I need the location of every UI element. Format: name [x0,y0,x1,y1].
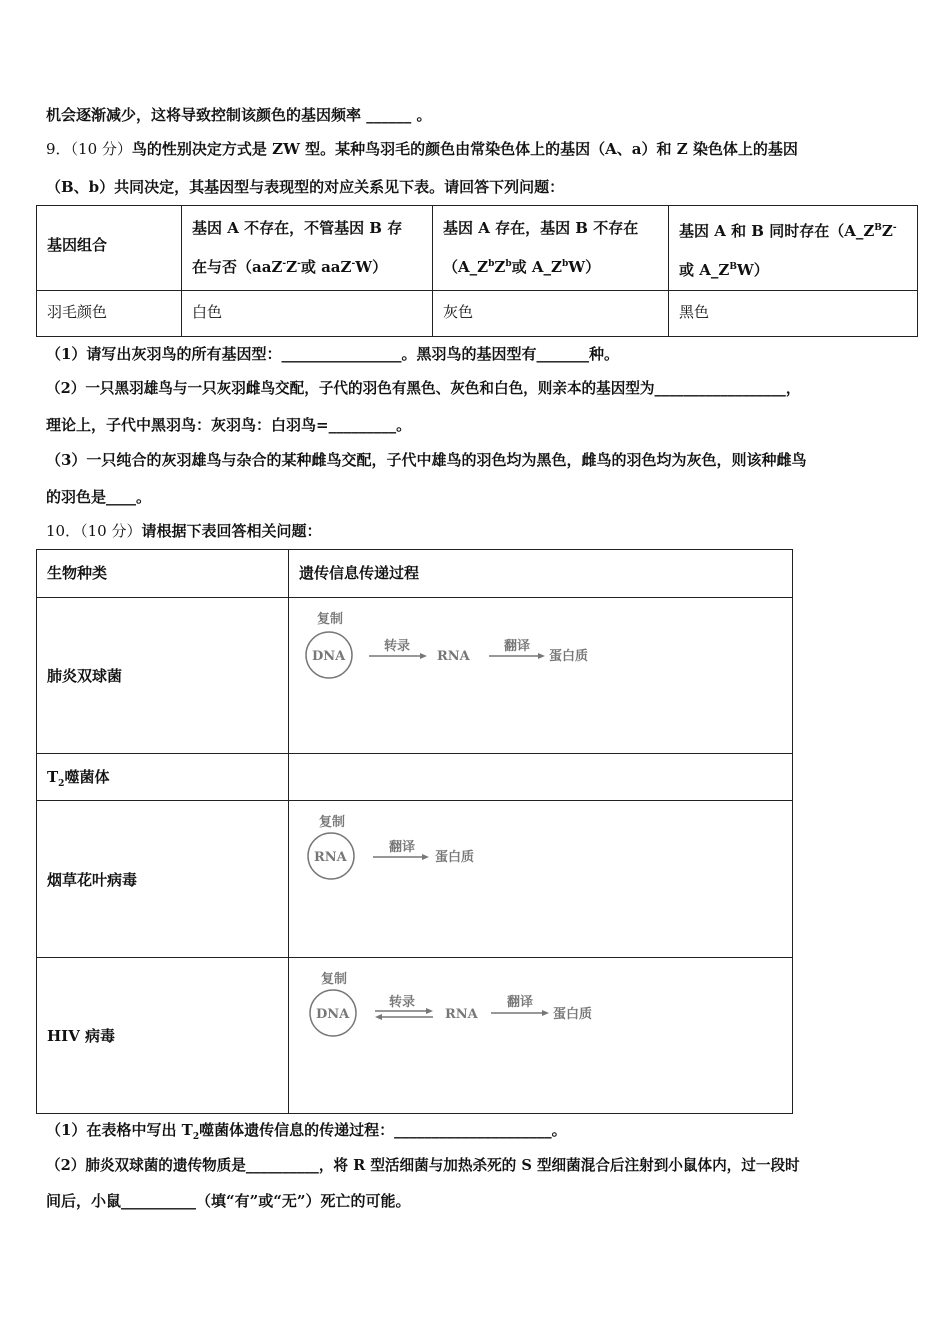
q9-genotype-table [36,205,918,337]
label-replication: 复制 [321,972,348,987]
label-protein: 蛋白质 [549,649,589,664]
q10-row-t2-phage: $T_2$噬菌体 [37,754,289,801]
label-dna: DNA [312,649,346,664]
q9-sub1: （1）请写出灰羽鸟的所有基因型：________________。黑羽鸟的基因型有_______种。 [46,345,619,363]
q10-header-species: 生物种类 [37,550,289,598]
label-rna: RNA [437,649,470,664]
label-protein: 蛋白质 [553,1007,593,1022]
label-translation: 翻译 [507,995,534,1010]
label-translation: 翻译 [389,840,416,855]
label-rna: RNA [314,850,347,865]
diagram-pneumococcus [289,598,789,748]
diagram-hiv [289,958,789,1108]
q10-sub1: （1）在表格中写出 $T_2$噬菌体遗传信息的传递过程：_____________________。 [46,1121,567,1142]
q9-text-line1: 鸟的性别决定方式是 ZW 型。某种鸟羽毛的颜色由常染色体上的基因（A、a）和 Z 染色体上的基因 [131,140,798,158]
q9-sub3-line1: （3）一只纯合的灰羽雄鸟与杂合的某种雌鸟交配，子代中雄鸟的羽色均为黑色，雌鸟的羽色均为灰色，则该种雌鸟 [46,451,807,469]
arrowhead-translation [422,854,429,860]
q9-sub2-line1: （2）一只黑羽雄鸟与一只灰羽雌鸟交配，子代的羽色有黑色、灰色和白色，则亲本的基因型为__________________， [46,380,801,397]
arrowhead-transcription [420,653,427,659]
arrowhead-translation [542,1010,549,1016]
label-translation: 翻译 [504,639,531,654]
q10-sub2-line2: 间后，小鼠__________（填“有”或“无”）死亡的可能。 [46,1192,411,1210]
q10-number: 10． [46,522,81,540]
label-replication: 复制 [317,612,344,627]
arrowhead-transcription [426,1008,433,1014]
q10-process-tmv [289,801,793,958]
q9-number: 9． [46,140,71,158]
q10-process-t2-phage[interactable] [289,754,793,801]
label-protein: 蛋白质 [435,850,475,865]
label-dna: DNA [316,1007,350,1022]
q10-sub2-line1: （2）肺炎双球菌的遗传物质是__________，将 R 型活细菌与加热杀死的 S 型细菌混合后注射到小鼠体内，过一段时 [46,1157,800,1174]
q10-stem-text: 请根据下表回答相关问题： [141,522,322,540]
label-transcription: 转录 [389,995,416,1010]
q9-cell-a-present-b-absent: 基因 A 存在，基因 B 不存在 （$A\_Z^bZ^b$或 $A\_Z^bW$） [433,206,669,291]
q10-process-pneumococcus [289,598,793,754]
q10-score: （10 分） [80,522,142,540]
q9-color-black: 黑色 [669,291,918,337]
q10-row-tmv: 烟草花叶病毒 [37,801,289,958]
q9-cell-a-absent: 基因 A 不存在，不管基因 B 存 在与否（aaZ-Z-或 aaZ-W） [182,206,433,291]
q9-stem-line2: （B、b）共同决定，其基因型与表现型的对应关系见下表。请回答下列问题： [46,178,565,196]
q9-score: （10 分） [70,140,132,158]
q9-sub3-line2: 的羽色是____。 [46,488,152,506]
label-rna: RNA [445,1007,478,1022]
q9-color-gray: 灰色 [433,291,669,337]
diagram-tmv [289,801,789,951]
q9-cell-a-and-b-present: 基因 A 和 B 同时存在（$A\_Z^BZ^-$ 或 $A\_Z^BW$） [669,206,918,291]
arrowhead-translation [538,653,545,659]
q10-stem [46,520,321,541]
q10-header-process: 遗传信息传递过程 [289,550,793,598]
q9-row-header-color: 羽毛颜色 [37,291,182,337]
q10-row-pneumococcus: 肺炎双球菌 [37,598,289,754]
label-replication: 复制 [319,815,346,830]
q10-info-flow-table [36,549,793,1114]
label-transcription: 转录 [384,639,411,654]
q9-row-header-genotype: 基因组合 [37,206,182,291]
q9-stem-line1 [46,138,798,159]
arrowhead-reverse-transcription [375,1014,382,1020]
q10-process-hiv [289,958,793,1114]
intro-line: 机会逐渐减少，这将导致控制该颜色的基因频率 ______ 。 [46,106,432,124]
q10-row-hiv: HIV 病毒 [37,958,289,1114]
q9-color-white: 白色 [182,291,433,337]
q9-sub2-line2: 理论上，子代中黑羽鸟：灰羽鸟：白羽鸟=_________。 [46,416,412,434]
